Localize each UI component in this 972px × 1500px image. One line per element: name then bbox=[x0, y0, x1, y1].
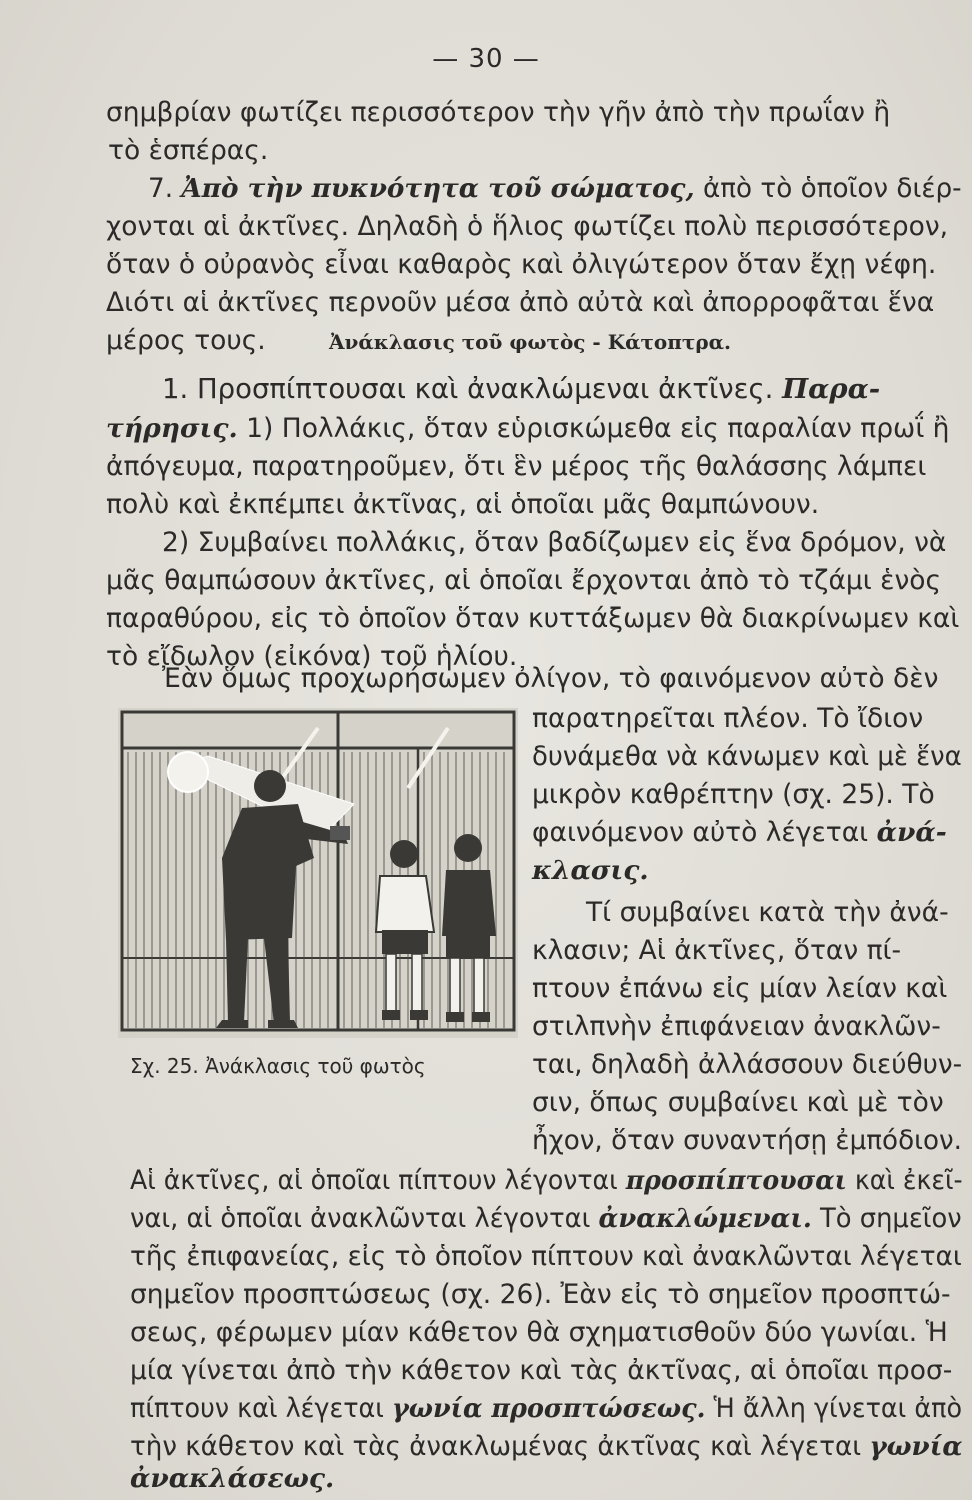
text-line: ναι, αἱ ὁποῖαι ἀνακλῶνται λέγονται ἀνακλώμεναι. Τὸ σημεῖον bbox=[130, 1203, 962, 1234]
text-line: παραθύρου, εἰς τὸ ὁποῖον ὅταν κυττάξωμεν θὰ διακρίνωμεν καὶ bbox=[106, 603, 960, 634]
text-line: 2) Συμβαίνει πολλάκις, ὅταν βαδίζωμεν εἰς ἕνα δρόμον, νὰ bbox=[162, 527, 947, 558]
text-line: πίπτουν καὶ λέγεται γωνία προσπτώσεως. Ἡ ἄλλη γίνεται ἀπὸ bbox=[130, 1393, 963, 1424]
text-line: σημβρίαν φωτίζει περισσότερον τὴν γῆν ἀπὸ τὴν πρωΐαν ἢ bbox=[106, 97, 891, 128]
text-line: ἀνακλάσεως. bbox=[130, 1463, 335, 1494]
figure-caption: Σχ. 25. Ἀνάκλασις τοῦ φωτὸς bbox=[130, 1054, 426, 1078]
text-line: παρατηρεῖται πλέον. Τὸ ἴδιον bbox=[532, 703, 924, 734]
text-line: σεως, φέρωμεν μίαν κάθετον θὰ σχηματισθοῦν δύο γωνίαι. Ἡ bbox=[130, 1317, 948, 1348]
text-line: πολὺ καὶ ἐκπέμπει ἀκτῖνας, αἱ ὁποῖαι μᾶς θαμπώνουν. bbox=[106, 489, 820, 520]
text-line: δυνάμεθα νὰ κάνωμεν καὶ μὲ ἕνα bbox=[532, 741, 962, 772]
text-line: ἀπόγευμα, παρατηροῦμεν, ὅτι ἓν μέρος τῆς θαλάσσης λάμπει bbox=[106, 451, 927, 482]
text-line: στιλπνὴν ἐπιφάνειαν ἀνακλῶν- bbox=[532, 1011, 941, 1042]
text-line: ὅταν ὁ οὐρανὸς εἶναι καθαρὸς καὶ ὀλιγώτερον ὅταν ἔχῃ νέφη. bbox=[106, 249, 937, 280]
text-line: μᾶς θαμπώσουν ἀκτῖνες, αἱ ὁποῖαι ἔρχονται ἀπὸ τὸ τζάμι ἑνὸς bbox=[106, 565, 942, 596]
text-line: πτουν ἐπάνω εἰς μίαν λείαν καὶ bbox=[532, 973, 948, 1004]
text-line: τῆς ἐπιφανείας, εἰς τὸ ὁποῖον πίπτουν καὶ ἀνακλῶνται λέγεται bbox=[130, 1241, 962, 1272]
text-line: τὸ ἑσπέρας. bbox=[108, 135, 269, 166]
text-line: σημεῖον προσπτώσεως (σχ. 26). Ἐὰν εἰς τὸ σημεῖον προσπτώ- bbox=[130, 1279, 951, 1310]
text-line: ται, δηλαδὴ ἀλλάσσουν διεύθυν- bbox=[532, 1049, 963, 1080]
text-line: χονται αἱ ἀκτῖνες. Δηλαδὴ ὁ ἥλιος φωτίζει πολὺ περισσότερον, bbox=[106, 211, 949, 242]
text-line: ἦχον, ὅταν συναντήσῃ ἐμπόδιον. bbox=[532, 1125, 962, 1156]
text-line: Τί συμβαίνει κατὰ τὴν ἀνά- bbox=[586, 897, 949, 928]
text-line: σιν, ὅπως συμβαίνει καὶ μὲ τὸν bbox=[532, 1087, 944, 1118]
text-line: τὸ εἴδωλον (εἰκόνα) τοῦ ἡλίου. bbox=[106, 641, 518, 672]
text-line: τὴν κάθετον καὶ τὰς ἀνακλωμένας ἀκτῖνας καὶ λέγεται γωνία bbox=[130, 1431, 963, 1462]
text-line: Αἱ ἀκτῖνες, αἱ ὁποῖαι πίπτουν λέγονται προσπίπτουσαι καὶ ἐκεῖ- bbox=[130, 1165, 963, 1196]
figure-reflection-illustration bbox=[118, 708, 518, 1038]
text-line: κλασιν; Αἱ ἀκτῖνες, ὅταν πί- bbox=[532, 935, 902, 966]
text-line: φαινόμενον αὐτὸ λέγεται ἀνά- bbox=[532, 817, 947, 848]
text-line: τήρησις. 1) Πολλάκις, ὅταν εὑρισκώμεθα εἰς παραλίαν πρωΐ ἢ bbox=[106, 413, 950, 444]
text-line: 7. Ἀπὸ τὴν πυκνότητα τοῦ σώματος, ἀπὸ τὸ ὁποῖον διέρ- bbox=[148, 173, 962, 204]
text-line: μικρὸν καθρέπτην (σχ. 25). Τὸ bbox=[532, 779, 935, 810]
section-heading: Ἀνάκλασις τοῦ φωτὸς - Κάτοπτρα. bbox=[328, 330, 732, 354]
emphasis-text: Ἀπὸ τὴν πυκνότητα τοῦ σώματος, bbox=[181, 173, 695, 204]
subsection-heading: 1. Προσπίπτουσαι καὶ ἀνακλώμεναι ἀκτῖνες. Παρα- bbox=[162, 373, 881, 405]
text-line: Διότι αἱ ἀκτῖνες περνοῦν μέσα ἀπὸ αὐτὰ καὶ ἀπορροφᾶται ἕνα bbox=[106, 287, 935, 318]
text-line: κλασις. bbox=[532, 855, 649, 886]
text-line: Ἐὰν ὅμως προχωρήσωμεν ὀλίγον, τὸ φαινόμενον αὐτὸ δὲν bbox=[162, 663, 939, 694]
text-line: μία γίνεται ἀπὸ τὴν κάθετον καὶ τὰς ἀκτῖνας, αἱ ὁποῖαι προσ- bbox=[130, 1355, 953, 1386]
text-line: μέρος τους. bbox=[106, 325, 266, 356]
page-number: — 30 — bbox=[432, 44, 540, 74]
